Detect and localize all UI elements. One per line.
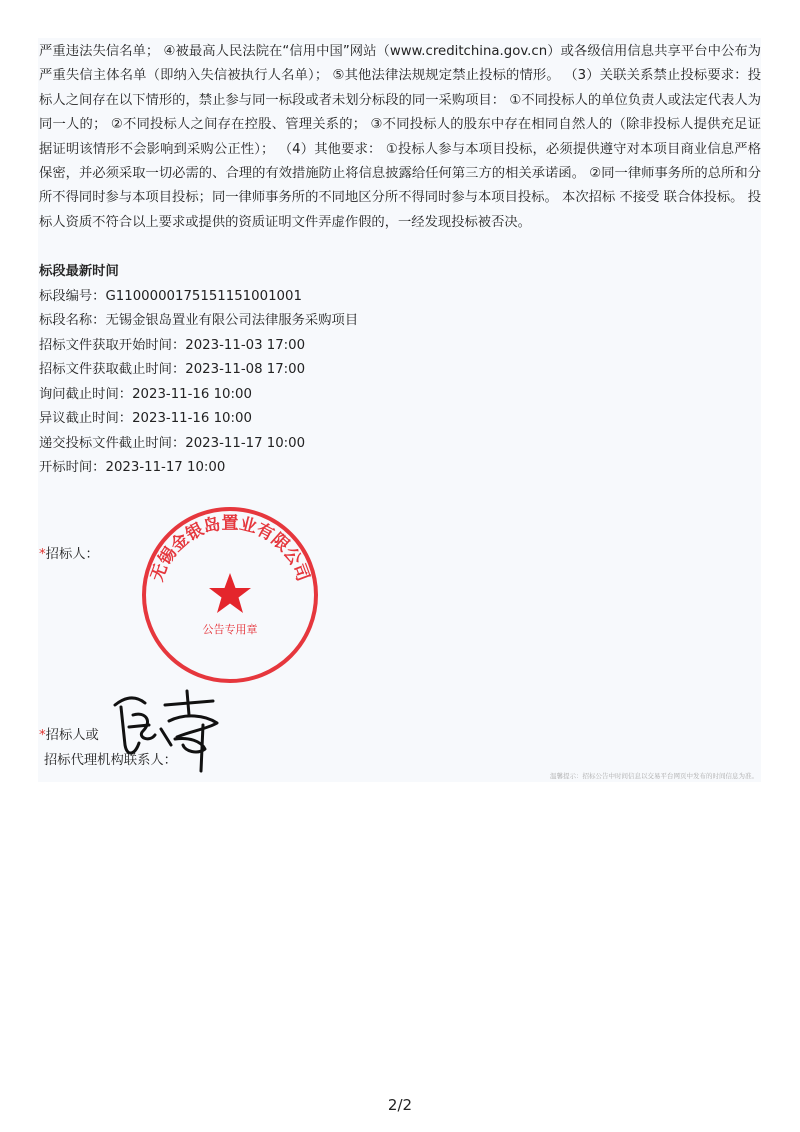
section-row-doc-start: 招标文件获取开始时间：2023-11-03 17:00 xyxy=(39,337,306,353)
tenderer-label: *招标人： xyxy=(39,547,99,562)
section-row-number: 标段编号：G1100000175151151001001 xyxy=(39,288,302,304)
requirements-paragraph: 严重违法失信名单； ④被最高人民法院在“信用中国”网站（www.creditchina.gov.cn）或各级信用信息共享平台中公布为严重失信主体名单（即纳入失信被执行人名单）； ⑤其他法律法规规定禁止投标的情形。 （3）关联关系禁止投标要求：投标人之间存在以下情形的，禁止参与同一标段或者未划分标段的同一采购项目： ①不同投标人的单位负责人或法定代表人为同一人的； ②不同投标人之间存在控股、管理关系的； ③不同投标人的股东中存在相同自然人的（除非投标人提供充足证据证明该情形不会影响到采购公正性）； （4）其他要求： ①投标人参与本项目投标，必须提供遵守对本项目商业信息严格保密，并必须采取一切必需的、合理的有效措施防止将信息披露给任何第三方的相关承诺函。 ②同一律师事务所的总所和分所不得同时参与本项目投标；同一律师事务所的不同地区分所不得同时参与本项目投标。 本次招标 不接受 联合体投标。 投标人资质不符合以上要求或提供的资质证明文件弄虚作假的，一经发现投标被否决。 xyxy=(39,44,761,230)
company-seal-stamp xyxy=(140,505,320,685)
section-row-name: 标段名称：无锡金银岛置业有限公司法律服务采购项目 xyxy=(39,313,359,328)
contact-label-line1: *招标人或 xyxy=(39,728,99,743)
section-row-objection-deadline: 异议截止时间：2023-11-16 10:00 xyxy=(39,411,252,426)
section-row-submission-deadline: 递交投标文件截止时间：2023-11-17 10:00 xyxy=(39,435,306,451)
section-row-doc-end: 招标文件获取截止时间：2023-11-08 17:00 xyxy=(39,362,306,377)
svg-text:公告专用章: 公告专用章 xyxy=(202,623,258,636)
contact-label-line2: 招标代理机构联系人： xyxy=(44,753,177,768)
section-row-opening-time: 开标时间：2023-11-17 10:00 xyxy=(39,460,226,475)
page-number: 2/2 xyxy=(387,1096,413,1114)
section-row-inquiry-deadline: 询问截止时间：2023-11-16 10:00 xyxy=(39,386,252,402)
section-times xyxy=(39,260,358,481)
svg-text:无锡金银岛置业有限公司: 无锡金银岛置业有限公司 xyxy=(147,513,313,585)
footnote: 温馨提示：招标公告中时间信息以交易平台网页中发布的时间信息为准。 xyxy=(550,772,758,780)
seal-star-icon xyxy=(209,573,251,613)
required-mark: * xyxy=(39,547,46,562)
section-heading: 标段最新时间 xyxy=(39,264,119,279)
